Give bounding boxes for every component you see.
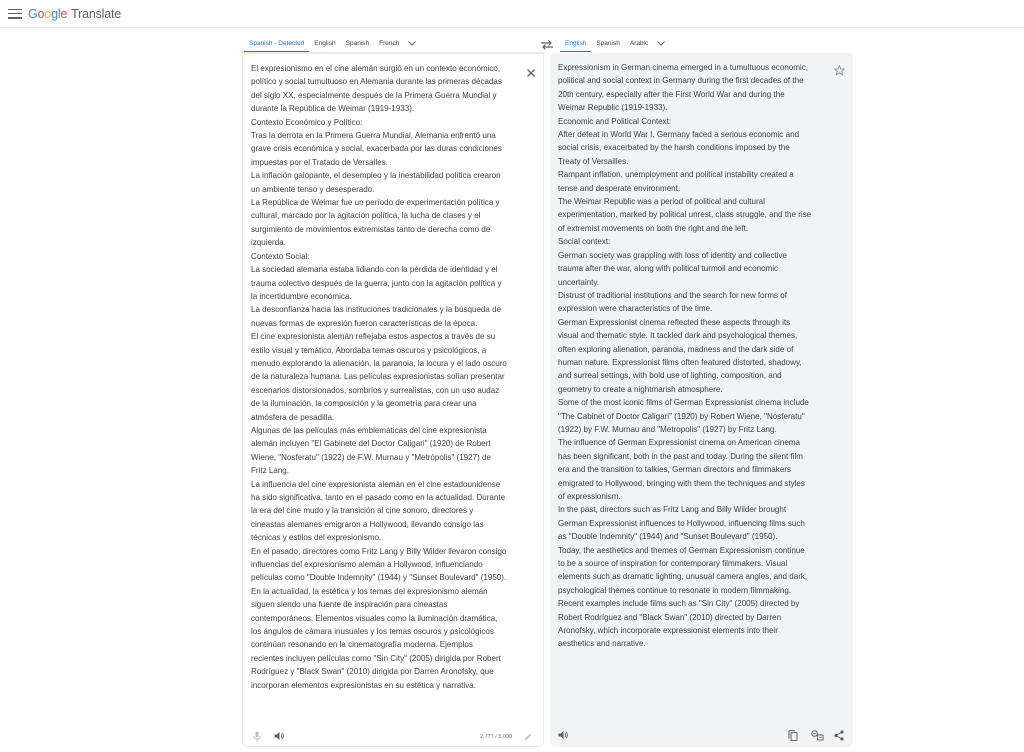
- logo-letter: o: [44, 6, 52, 21]
- source-text-panel: [242, 53, 544, 747]
- source-text-input[interactable]: El expresionismo en el cine alemán surgió en un contexto económico, político y social tumultuoso en Alemania durante las primeras décadas del siglo XX, especialmente después de la Primera Guerra Mundial y durante la República de Weimar (1919-1933). Contexto Económico y Político: Tras la derrota en la Primera Guerra Mundial, Alemania enfrentó una grave crisis económica y social, exacerbada por las duras condiciones impuestas por el Tratado de Versalles. La inflación galopante, el desempleo y la inestabilidad política crearon un ambiente tenso y desesperado. La República de Weimar fue un período de experimentación política y cultural, marcado por la agitación política, la lucha de clases y el surgimiento de movimientos extremistas tanto de derecha como de izquierda. Contexto Social: La sociedad alemana estaba lidiando con la pérdida de identidad y el trauma colectivo después de la guerra, junto con la agitación política y la incertidumbre económica. La desconfianza hacia las instituciones tradicionales y la búsqueda de nuevas formas de expresión fueron características de la época. El cine expresionista alemán reflejaba estos aspectos a través de su estilo visual y temático. Abordaba temas oscuros y psicológicos, a menudo explorando la alienación, la paranoia, la locura y el lado oscuro de la naturaleza humana. Las películas expresionistas solían presentar escenarios distorsionados, sombríos y surrealistas, con un uso audaz de la iluminación, la composición y la geometría para crear una atmósfera de pesadilla. Algunas de las películas más emblemáticas del cine expresionista alemán incluyen "El Gabinete del Doctor Caligari" (1920) de Robert Wiene, "Nosferatu" (1922) de F.W. Murnau y "Metrópolis" (1927) de Fritz Lang. La influencia del cine expresionista alemán en el cine estadounidense ha sido significativa, tanto en el pasado como en la actualidad. Durante la era del cine mudo y la transición al cine sonoro, directores y cineastas alemanes emigraron a Hollywood, llevando consigo las técnicas y estilos del expresionismo. En el pasado, directores como Fritz Lang y Billy Wilder llevaron consigo influencias del expresionismo alemán a Hollywood, influenciando películas como "Double Indemnity" (1944) y "Sunset Boulevard" (1950). En la actualidad, la estética y los temas del expresionismo alemán siguen siendo una fuente de inspiración para cineastas contemporáneos. Elementos visuales como la iluminación dramática, los ángulos de cámara inusuales y los temas oscuros y psicológicos continúan resonando en la cinematografía moderna. Ejemplos recientes incluyen películas como "Sin City" (2005) dirigida por Robert Rodríguez y "Black Swan" (2010) dirigida por Darren Aronofsky, que incorporan elementos expresionistas en su estética y narrativa.: [251, 64, 507, 690]
- source-lang-spanish-tab[interactable]: Spanish: [345, 40, 370, 47]
- top-bar: [0, 0, 1024, 28]
- share-icon[interactable]: [833, 729, 845, 741]
- google-translate-logo[interactable]: [28, 7, 121, 21]
- product-name: Translate: [71, 6, 122, 21]
- speaker-icon[interactable]: [557, 729, 569, 741]
- target-lang-spanish-tab[interactable]: Spanish: [596, 40, 620, 47]
- target-lang-english-tab[interactable]: English: [560, 36, 591, 52]
- translation-output-text: Expressionism in German cinema emerged in a tumultuous economic, political and social context in Germany during the first decades of the 20th century, especially after the First World War and during the Weimar Republic (1919-1933). Economic and Political Context: After defeat in World War I, Germany faced a serious economic and social crisis, exacerbated by the harsh conditions imposed by the Treaty of Versailles. Rampant inflation, unemployment and political instability created a tense and desperate environment. The Weimar Republic was a period of political and cultural experimentation, marked by political unrest, class struggle, and the rise of extremist movements on both the right and the left. Social context: German society was grappling with loss of identity and collective trauma after the war, along with political turmoil and economic uncertainty. Distrust of traditional institutions and the search for new forms of expression were characteristics of the time. German Expressionist cinema reflected these aspects through its visual and thematic style. It tackled dark and psychological themes, often exploring alienation, paranoia, madness and the dark side of human nature. Expressionist films often featured distorted, shadowy, and surreal settings, with bold use of lighting, composition, and geometry to create a nightmarish atmosphere. Some of the most iconic films of German Expressionist cinema include "The Cabinet of Doctor Caligari" (1920) by Robert Wiene, "Nosferatu" (1922) by F.W. Murnau and "Metropolis" (1927) by Fritz Lang. The influence of German Expressionist cinema on American cinema has been significant, both in the past and today. During the silent film era and the transition to talkies, German directors and filmmakers emigrated to Hollywood, bringing with them the techniques and styles of expressionism. In the past, directors such as Fritz Lang and Billy Wilder brought German Expressionist influences to Hollywood, influencing films such as "Double Indemnity" (1944) and "Sunset Boulevard" (1950). Today, the aesthetics and themes of German Expressionism continue to be a source of inspiration for contemporary filmmakers. Visual elements such as dramatic lighting, unusual camera angles, and dark, psychological themes continue to resonate in modern filmmaking. Recent examples include films such as "Sin City" (2005) directed by Robert Rodríguez and "Black Swan" (2010) directed by Darren Aronofsky, which incorporate expressionist elements into their aesthetics and narrative.: [558, 63, 812, 649]
- target-more-languages-chevron-icon[interactable]: [653, 36, 669, 50]
- character-counter: 2,777 / 5,000: [480, 734, 513, 740]
- swap-icon[interactable]: [540, 38, 554, 50]
- logo-letter: o: [37, 6, 45, 21]
- pencil-icon[interactable]: [523, 732, 533, 742]
- source-lang-french-tab[interactable]: French: [379, 40, 400, 47]
- source-lang-english-tab[interactable]: English: [314, 40, 336, 47]
- translation-output-panel: [550, 53, 853, 747]
- menu-icon[interactable]: [8, 9, 22, 19]
- logo-letter: e: [60, 6, 68, 21]
- target-lang-arabic-tab[interactable]: Arabic: [629, 40, 649, 47]
- copy-icon[interactable]: [787, 729, 799, 741]
- logo-letter: g: [51, 6, 58, 21]
- target-language-bar: [560, 36, 850, 52]
- feedback-icon[interactable]: [810, 729, 824, 741]
- source-more-languages-chevron-icon[interactable]: [404, 36, 420, 50]
- logo-letter: G: [28, 6, 38, 21]
- close-icon[interactable]: [526, 65, 536, 75]
- source-lang-detected-tab[interactable]: Spanish - Detected: [244, 36, 309, 52]
- speaker-icon[interactable]: [273, 730, 285, 742]
- microphone-icon[interactable]: [251, 730, 263, 742]
- star-icon[interactable]: [834, 63, 845, 74]
- source-language-bar: [244, 36, 534, 52]
- logo-letter: l: [57, 6, 61, 21]
